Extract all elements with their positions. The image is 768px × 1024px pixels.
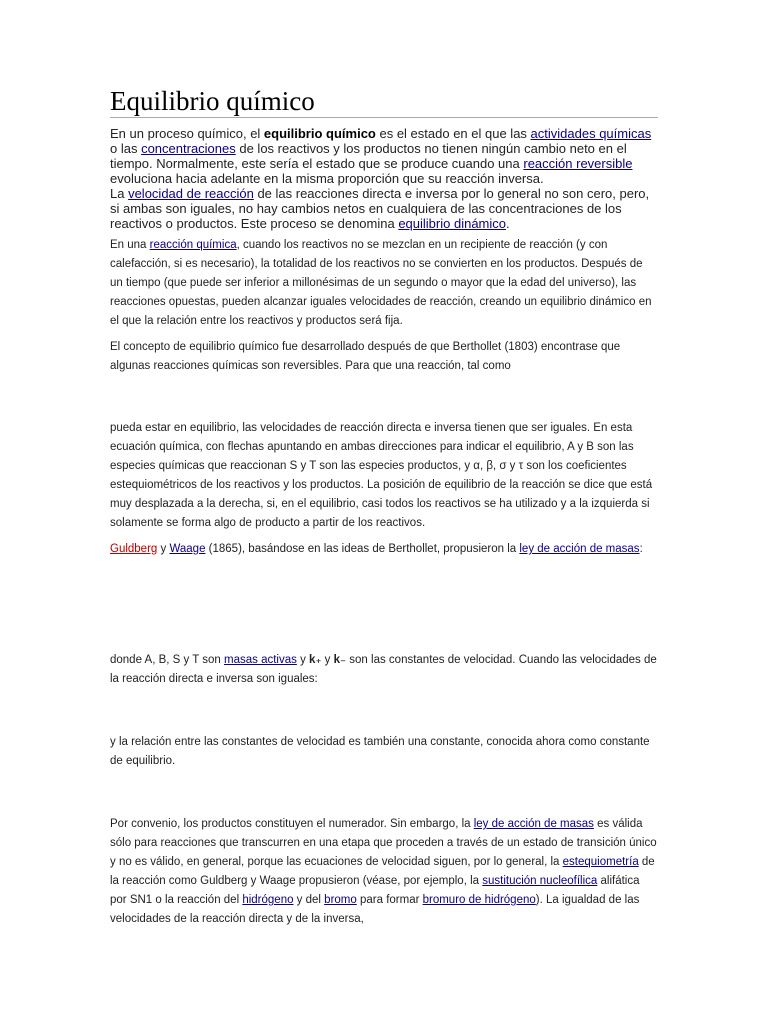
paragraph-text: Por convenio, los productos constituyen el numerador. Sin embargo, la bbox=[110, 818, 474, 830]
link-actividades-quimicas[interactable]: actividades químicas bbox=[530, 126, 652, 141]
paragraph-text: alifática por SN1 o la reacción del bbox=[110, 875, 640, 906]
paragraph-text: En una bbox=[110, 239, 150, 251]
rate-constant-reverse: k₋ bbox=[333, 654, 347, 666]
paragraph-text: y del bbox=[293, 894, 325, 906]
link-reaccion-reversible[interactable]: reacción reversible bbox=[523, 156, 633, 171]
paragraph-text: es válida sólo para reacciones que transcurren en una etapa que proceden a través de un estado de transición único y no es válido, en general, porque las ecuaciones de velocidad siguen, por lo general, la bbox=[110, 818, 657, 868]
paragraph-text: : bbox=[639, 543, 643, 555]
link-masas-activas[interactable]: masas activas bbox=[224, 654, 297, 666]
paragraph-berthollet bbox=[110, 338, 658, 376]
link-waage[interactable]: Waage bbox=[169, 543, 206, 555]
paragraph-text: y la relación entre las constantes de velocidad es también una constante, conocida ahora como constante de equilibrio. bbox=[110, 736, 650, 767]
article bbox=[110, 86, 658, 231]
intro-text: evoluciona hacia adelante en la misma proporción que su reacción inversa. bbox=[110, 171, 544, 186]
link-ley-de-accion-de-masas[interactable]: ley de acción de masas bbox=[519, 543, 640, 555]
intro-bold-term: equilibrio químico bbox=[263, 126, 376, 141]
paragraph-masas-activas bbox=[110, 651, 658, 689]
intro-text: de los reactivos y los productos no tienen ningún cambio neto en el tiempo. Normalmente, este sería el estado que se produce cuando una bbox=[110, 141, 627, 171]
link-equilibrio-dinamico[interactable]: equilibrio dinámico bbox=[398, 216, 506, 231]
intro-text: En un proceso químico, el bbox=[110, 126, 264, 141]
link-ley-de-accion-de-masas-2[interactable]: ley de acción de masas bbox=[473, 818, 594, 830]
paragraph-reaccion-quimica bbox=[110, 236, 658, 331]
paragraph-text: ). La igualdad de las velocidades de la reacción directa y de la inversa, bbox=[110, 894, 640, 925]
link-bromuro-de-hidrogeno[interactable]: bromuro de hidrógeno bbox=[422, 894, 536, 906]
paragraph-text: son las constantes de velocidad. Cuando las velocidades de la reacción directa e inversa son iguales: bbox=[110, 654, 657, 685]
link-concentraciones[interactable]: concentraciones bbox=[141, 141, 236, 156]
paragraph-text: y bbox=[296, 654, 310, 666]
paragraph-velocidades bbox=[110, 419, 658, 533]
paragraph-text: pueda estar en equilibrio, las velocidades de reacción directa e inversa tienen que ser iguales. En esta ecuación química, con flechas apuntando en ambas direcciones para indicar el equilibrio, A y B son las especies químicas que reaccionan S y T son las especies productos, y α, β, σ y τ son los coeficientes estequiométricos de los reactivos y los productos. La posición de equilibrio de la reacción se dice que está muy desplazada a la derecha, si, en el equilibrio, casi todos los reactivos se ha utilizado y a la izquierda si solamente se forma algo de producto a partir de los reactivos. bbox=[110, 422, 653, 529]
link-bromo[interactable]: bromo bbox=[324, 894, 357, 906]
paragraph-text: y bbox=[157, 543, 170, 555]
intro-text: de las reacciones directa e inversa por lo general no son cero, pero, si ambas son iguales, no hay cambios netos en cualquiera de las concentraciones de los reactivos o productos. Este proceso se denomina bbox=[110, 186, 650, 231]
link-sustitucion-nucleofilica[interactable]: sustitución nucleofílica bbox=[482, 875, 598, 887]
paragraph-text: , cuando los reactivos no se mezclan en un recipiente de reacción (y con calefacción, si es necesario), la totalidad de los reactivos no se convierten en los productos. Después de un tiempo (que puede ser inferior a millonésimas de un segundo o mayor que la edad del universo), las reacciones opuestas, pueden alcanzar iguales velocidades de reacción, creando un equilibrio dinámico en el que la relación entre los reactivos y productos será fija. bbox=[110, 239, 652, 327]
link-estequiometria[interactable]: estequiometría bbox=[562, 856, 639, 868]
link-hidrogeno[interactable]: hidrógeno bbox=[242, 894, 294, 906]
intro-text: es el estado en el que las bbox=[375, 126, 531, 141]
paragraph-guldberg-waage bbox=[110, 540, 658, 559]
paragraph-text: para formar bbox=[356, 894, 423, 906]
rate-constant-forward: k₊ bbox=[309, 654, 322, 666]
link-reaccion-quimica[interactable]: reacción química bbox=[149, 239, 237, 251]
paragraph-text: donde A, B, S y T son bbox=[110, 654, 225, 666]
paragraph-text: de la reacción como Guldberg y Waage propusieron (véase, por ejemplo, la bbox=[110, 856, 655, 887]
intro-text: . bbox=[506, 216, 510, 231]
paragraph-text: (1865), basándose en las ideas de Berthollet, propusieron la bbox=[205, 543, 520, 555]
paragraph-text: y bbox=[321, 654, 334, 666]
intro-text: La bbox=[110, 186, 129, 201]
paragraph-text: El concepto de equilibrio químico fue desarrollado después de que Berthollet (1803) encontrase que algunas reacciones químicas son reversibles. Para que una reacción, tal como bbox=[110, 341, 621, 372]
link-guldberg[interactable]: Guldberg bbox=[110, 543, 158, 555]
intro-text: o las bbox=[110, 141, 142, 156]
intro-paragraph bbox=[110, 126, 658, 231]
link-velocidad-de-reaccion[interactable]: velocidad de reacción bbox=[128, 186, 254, 201]
paragraph-constante-equilibrio bbox=[110, 733, 658, 771]
paragraph-convenio bbox=[110, 815, 658, 929]
page-title: Equilibrio químico bbox=[110, 86, 658, 118]
